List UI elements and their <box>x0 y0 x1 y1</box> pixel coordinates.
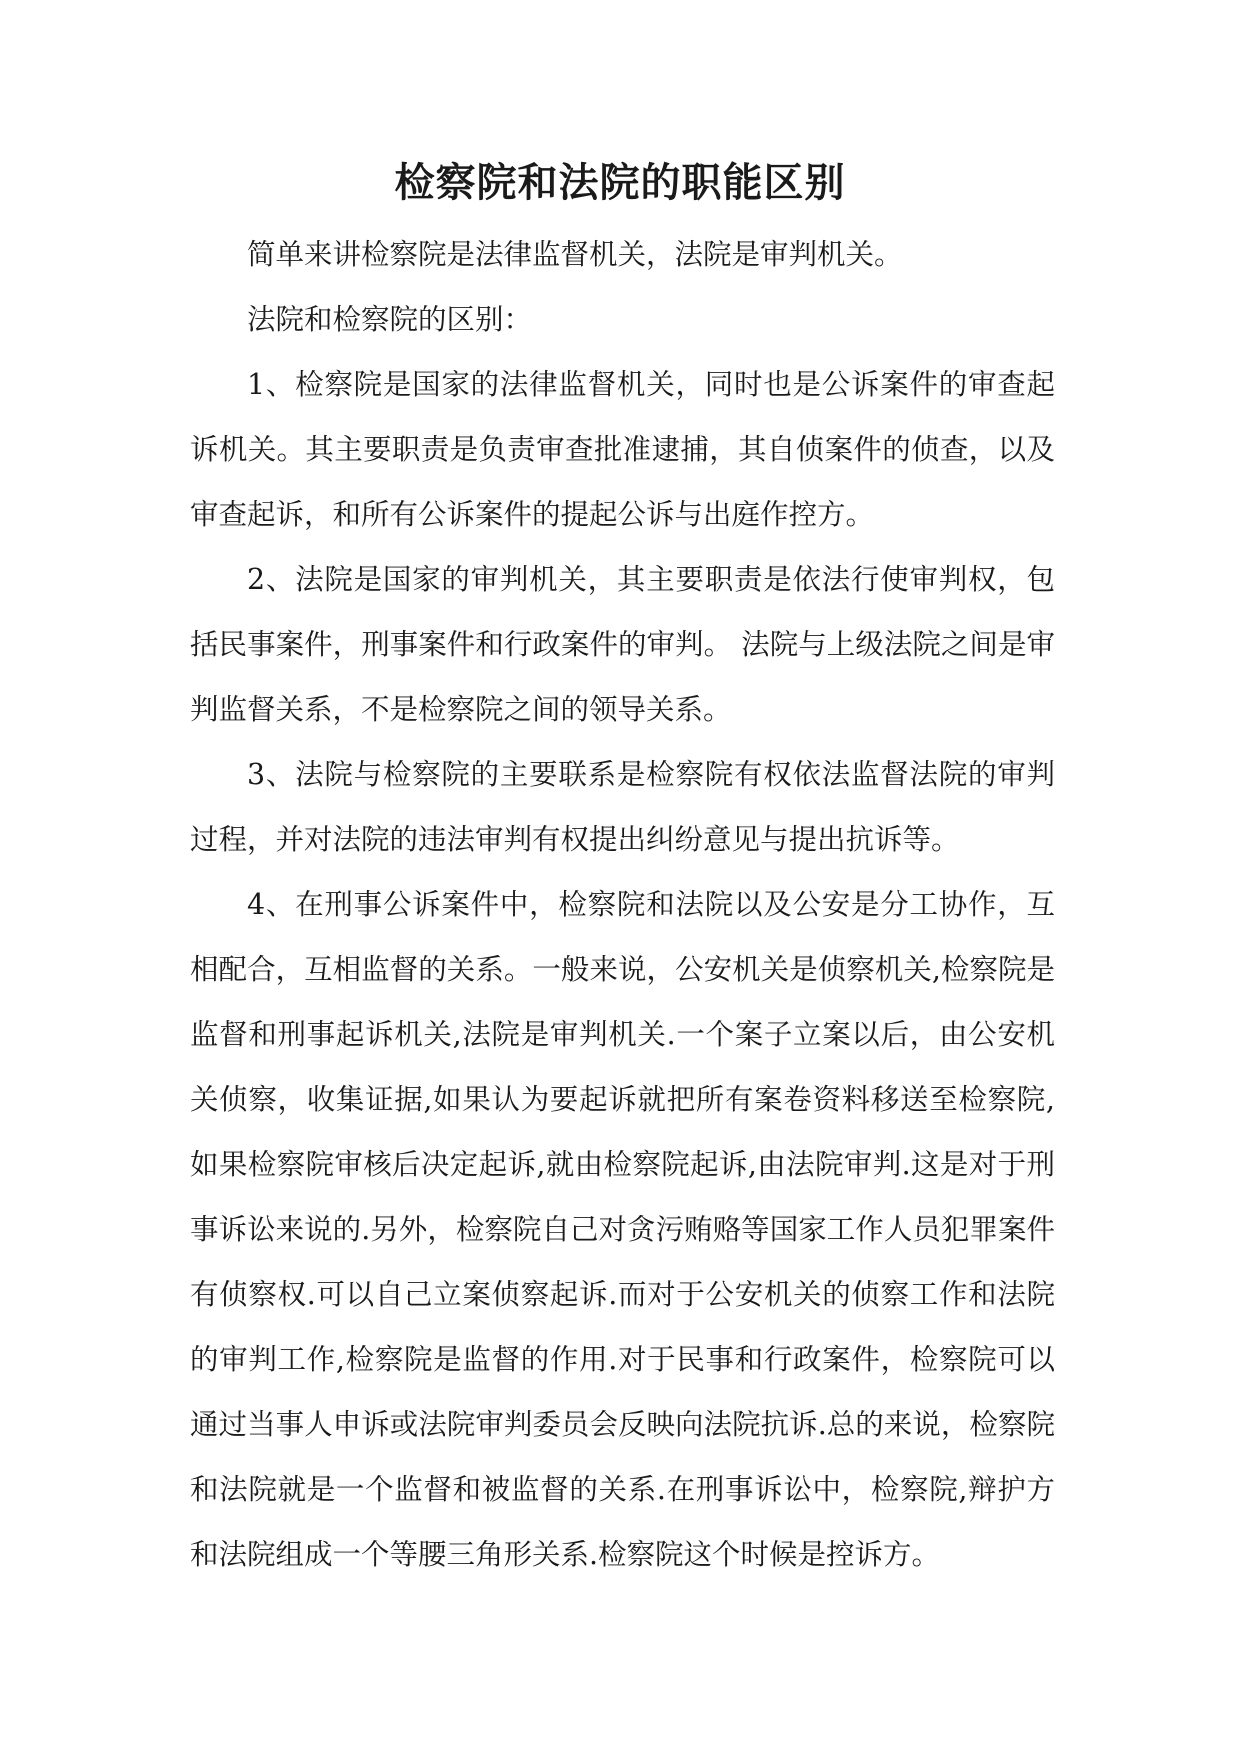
paragraph-intro: 简单来讲检察院是法律监督机关，法院是审判机关。 <box>247 238 903 271</box>
paragraph-point-1: 1、检察院是国家的法律监督机关，同时也是公诉案件的审查起诉机关。其主要职责是负责审查批准逮捕，其自侦案件的侦查，以及审查起诉，和所有公诉案件的提起公诉与出庭作控方。 <box>190 368 1055 531</box>
document-title: 检察院和法院的职能区别 <box>394 160 846 206</box>
paragraph-differences-heading: 法院和检察院的区别： <box>247 303 533 336</box>
document-body <box>190 222 1055 1587</box>
paragraph-point-4: 4、在刑事公诉案件中，检察院和法院以及公安是分工协作，互相配合，互相监督的关系。一般来说，公安机关是侦察机关,检察院是监督和刑事起诉机关,法院是审判机关.一个案子立案以后，由公安机关侦察，收集证据,如果认为要起诉就把所有案卷资料移送至检察院,如果检察院审核后决定起诉,就由检察院起诉,由法院审判.这是对于刑事诉讼来说的.另外，检察院自己对贪污贿赂等国家工作人员犯罪案件有侦察权.可以自己立案侦察起诉.而对于公安机关的侦察工作和法院的审判工作,检察院是监督的作用.对于民事和行政案件，检察院可以通过当事人申诉或法院审判委员会反映向法院抗诉.总的来说，检察院和法院就是一个监督和被监督的关系.在刑事诉讼中，检察院,辩护方和法院组成一个等腰三角形关系.检察院这个时候是控诉方。 <box>190 888 1055 1571</box>
paragraph-point-2: 2、法院是国家的审判机关，其主要职责是依法行使审判权，包括民事案件，刑事案件和行政案件的审判。 法院与上级法院之间是审判监督关系，不是检察院之间的领导关系。 <box>190 563 1055 726</box>
paragraph-point-3: 3、法院与检察院的主要联系是检察院有权依法监督法院的审判过程，并对法院的违法审判有权提出纠纷意见与提出抗诉等。 <box>190 758 1055 856</box>
